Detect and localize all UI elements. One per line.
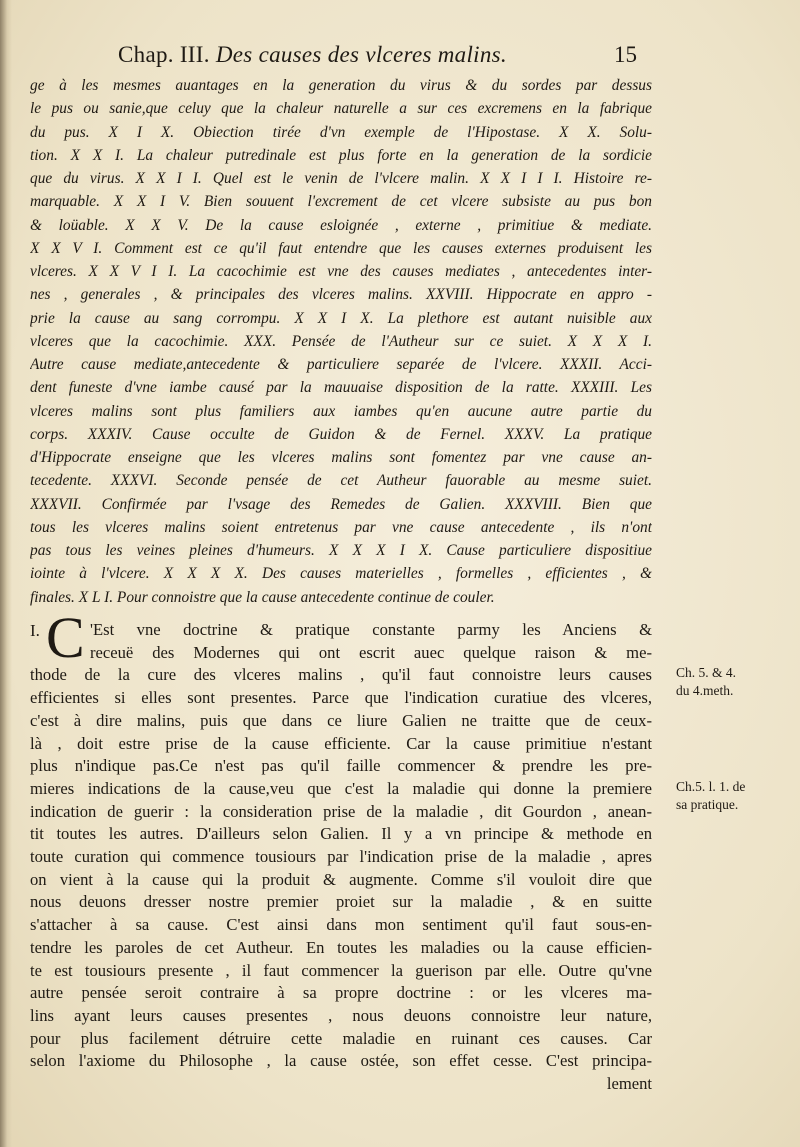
- chapter-summary: [30, 74, 652, 609]
- catchword: lement: [606, 1074, 652, 1094]
- drop-capital: C: [46, 605, 85, 670]
- running-header: [118, 42, 658, 68]
- summary-line: vlceres que la cacochimie. XXX. Pensée de l'Autheur sur ce suiet. X X X I.: [30, 332, 652, 350]
- summary-line: pas tous les veines pleines d'humeurs. X X X I X. Cause particuliere dispositiue: [30, 542, 652, 559]
- body-line: receuë des Modernes qui ont escrit auec quelque raison & me-: [90, 642, 652, 662]
- body-text: [30, 619, 652, 1096]
- summary-line: marquable. X X I V. Bien souuent l'excrement de cet vlcere subsiste au pus bon: [30, 193, 652, 211]
- page-gutter-shadow: [0, 0, 12, 1147]
- body-line: toute curation qui commence tousiours par l'indication prise de la maladie , apres: [30, 847, 652, 867]
- body-line: nous deuons dresser nostre premier proiet sur la maladie , & en suitte: [30, 892, 652, 912]
- summary-line: dent funeste d'vne iambe causé par la mauuaise disposition de la ratte. XXXIII. Les: [30, 379, 652, 397]
- body-line: c'est à dire malins, puis que dans ce liure Galien ne traitte que de ceux-: [30, 710, 652, 730]
- body-line: lins ayant leurs causes presentes , nous deuons connoistre leur nature,: [30, 1005, 652, 1025]
- body-line: là , doit estre prise de la cause efficiente. Car la cause primitiue n'estant: [30, 733, 652, 753]
- summary-line: tous les vlceres malins soient entretenus par vne cause antecedente , ils n'ont: [30, 518, 652, 536]
- body-line: thode de la cure des vlceres malins , qu'il faut connoistre leurs causes: [30, 665, 652, 685]
- body-line: mieres indications de la cause,veu que c'est la maladie qui donne la premiere: [30, 778, 652, 798]
- body-line: s'attacher à sa cause. C'est ainsi dans mon sentiment qu'il faut sous-en-: [30, 915, 652, 935]
- body-line: te est tousiours presente , il faut commencer la guerison par elle. Outre qu'vne: [30, 960, 652, 980]
- summary-line: vlceres. X X V I I. La cacochimie est vne des causes mediates , antecedentes inter-: [30, 263, 652, 280]
- margin-note-line: du 4.meth.: [676, 683, 734, 698]
- summary-line: du pus. X I X. Obiection tirée d'vn exemple de l'Hipostase. X X. Solu-: [30, 123, 652, 141]
- summary-line: nes , generales , & principales des vlceres malins. XXVIII. Hippocrate en appro -: [30, 286, 652, 304]
- margin-note-line: Ch.5. l. 1. de: [676, 779, 746, 794]
- summary-line: Autre cause mediate,antecedente & particuliere separée de l'vlcere. XXXII. Acci-: [30, 356, 652, 373]
- summary-line: finales. X L I. Pour connoistre que la cause antecedente continue de couler.: [30, 588, 495, 606]
- summary-line: corps. XXXIV. Cause occulte de Guidon & de Fernel. XXXV. La pratique: [30, 425, 652, 443]
- body-line: indication de guerir : la consideration prise de la maladie , dit Gourdon , anean-: [30, 801, 652, 821]
- summary-line: ge à les mesmes auantages en la generation du virus & du sordes par dessus: [30, 77, 652, 94]
- summary-line: le pus ou sanie,que celuy que la chaleur naturelle a sur ces excremens en la fabrique: [30, 100, 652, 118]
- body-line: tit toutes les autres. D'ailleurs selon Galien. Il y a vn principe & methode en: [30, 824, 652, 844]
- summary-line: X X V I. Comment est ce qu'il faut entendre que les causes externes produisent les: [30, 239, 652, 257]
- summary-line: tecedente. XXXVI. Seconde pensée de cet Autheur fauorable au mesme suiet.: [30, 472, 652, 490]
- body-line: selon l'axiome du Philosophe , la cause ostée, son effet cesse. C'est principa-: [30, 1051, 652, 1071]
- body-line: efficientes si elles sont presentes. Parce que l'indication curatiue des vlceres,: [30, 688, 652, 708]
- chapter-label: Chap. III.: [118, 42, 210, 67]
- summary-line: vlceres malins sont plus familiers aux iambes qu'en aucune autre partie du: [30, 402, 652, 420]
- body-line: on vient à la cause qui la produit & augmente. Comme s'il vouloit dire que: [30, 869, 652, 889]
- margin-note: [676, 664, 796, 700]
- summary-line: iointe à l'vlcere. X X X X. Des causes materielles , formelles , efficientes , &: [30, 565, 652, 583]
- body-line: pour plus facilement détruire cette maladie en ruinant ces causes. Car: [30, 1028, 652, 1048]
- summary-line: & loüable. X X V. De la cause esloignée , externe , primitiue & mediate.: [30, 216, 652, 234]
- margin-note: [676, 778, 796, 814]
- section-number: I.: [30, 621, 40, 640]
- body-line: 'Est vne doctrine & pratique constante parmy les Anciens &: [90, 620, 652, 639]
- summary-line: d'Hippocrate enseigne que les vlceres malins sont fomentez par vne cause an-: [30, 449, 652, 466]
- summary-line: XXXVII. Confirmée par l'vsage des Remedes de Galien. XXXVIII. Bien que: [30, 495, 652, 513]
- body-line: plus n'indique pas.Ce n'est pas qu'il faille commencer & prendre les pre-: [30, 756, 652, 776]
- body-line: autre pensée seroit contraire à sa propre doctrine : or les vlceres ma-: [30, 983, 652, 1003]
- body-line: tendre les paroles de cet Autheur. En toutes les maladies ou la cause efficien-: [30, 937, 652, 957]
- chapter-title: Des causes des vlceres malins.: [215, 42, 507, 67]
- margin-note-line: sa pratique.: [676, 797, 739, 812]
- summary-line: tion. X X I. La chaleur putredinale est plus forte en la generation de la sordicie: [30, 146, 652, 164]
- page-number: 15: [614, 42, 637, 67]
- summary-line: prie la cause au sang corrompu. X X I X. La plethore est autant nuisible aux: [30, 309, 652, 327]
- summary-line: que du virus. X X I I. Quel est le venin de l'vlcere malin. X X I I I. Histoire re-: [30, 170, 652, 187]
- margin-note-line: Ch. 5. & 4.: [676, 665, 737, 680]
